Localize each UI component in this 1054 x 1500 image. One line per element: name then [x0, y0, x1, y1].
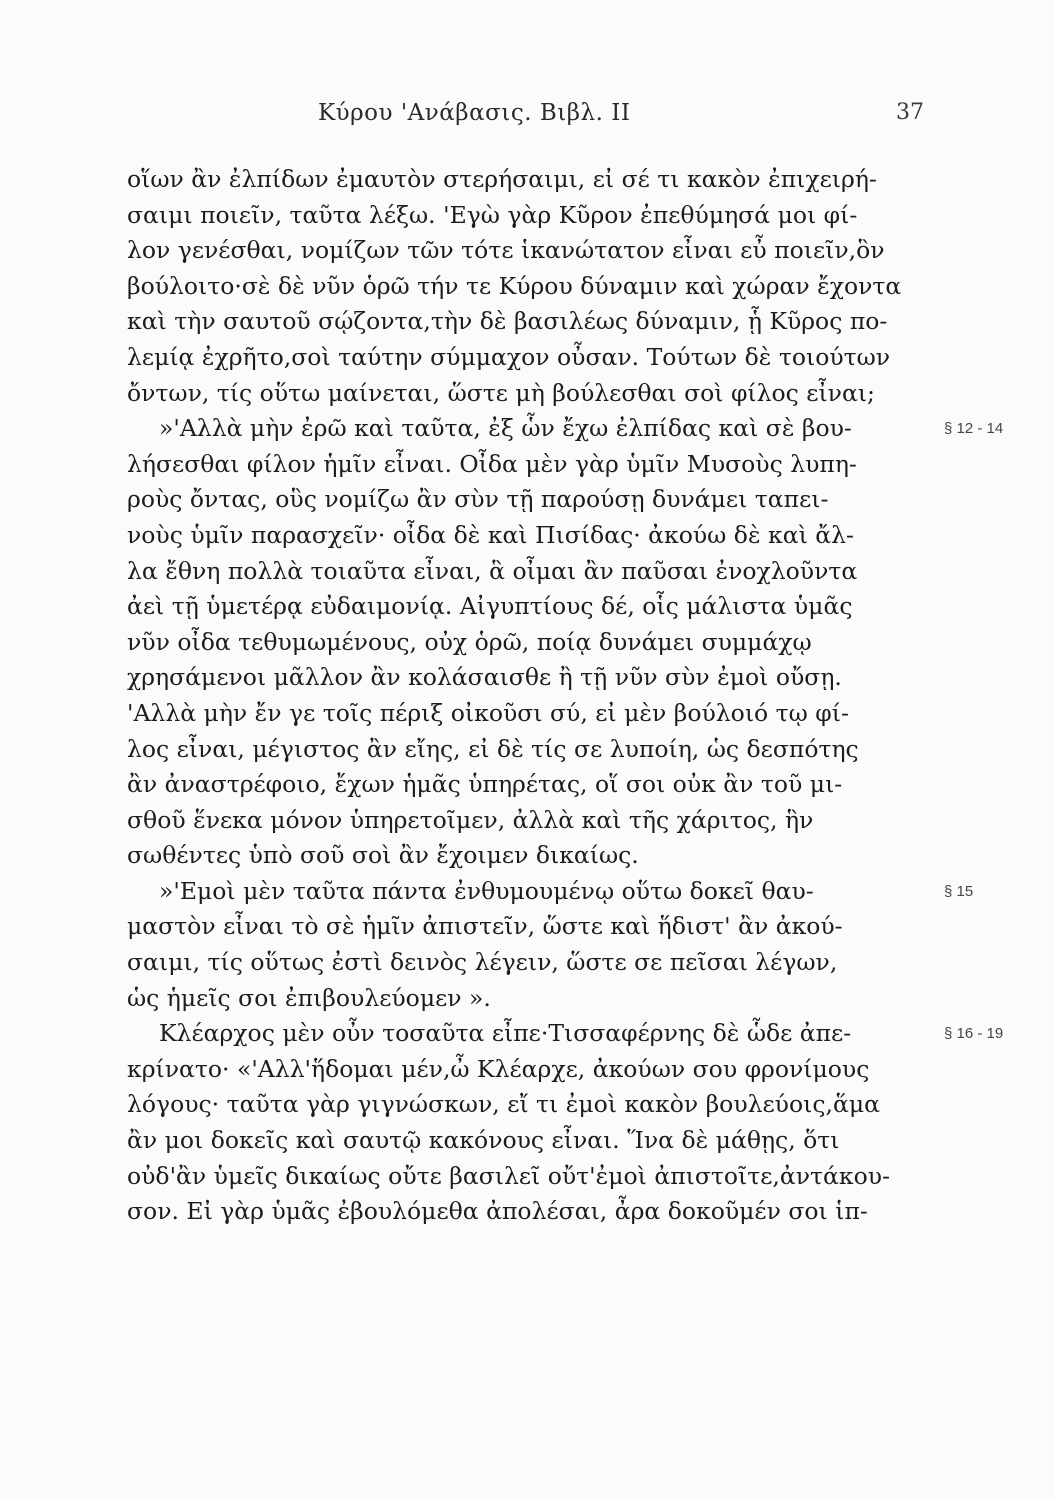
text-line [127, 304, 917, 340]
section-reference: § 16 - 19 [944, 1025, 1004, 1043]
line-text: σον. Εἰ γὰρ ὑμᾶς ἐβουλόμεθα ἀπολέσαι, ἆρα δοκοῦμέν σοι ἱπ- [127, 1197, 868, 1226]
text-line [127, 625, 917, 661]
line-text: ὡς ἡμεῖς σοι ἐπιβουλεύομεν ». [127, 983, 491, 1012]
line-text: σθοῦ ἕνεκα μόνον ὑπηρετοῖμεν, ἀλλὰ καὶ τῆς χάριτος, ἣν [127, 805, 814, 834]
text-line [127, 1194, 917, 1230]
text-line [127, 732, 917, 768]
line-text: Κλέαρχος μὲν οὖν τοσαῦτα εἶπε·Τισσαφέρνης δὲ ὧδε ἀπε- [159, 1019, 852, 1048]
text-line [127, 1016, 1004, 1052]
line-text: »'Εμοὶ μὲν ταῦτα πάντα ἐνθυμουμένῳ οὕτω δοκεῖ θαυ- [159, 876, 814, 905]
text-line [127, 1087, 917, 1123]
text-line [127, 269, 917, 305]
text-line [127, 233, 917, 269]
text-line [127, 874, 974, 910]
text-line [127, 767, 917, 803]
line-text: σαιμι, τίς οὕτως ἐστὶ δεινὸς λέγειν, ὥστε σε πεῖσαι λέγων, [127, 948, 838, 977]
line-text: ὄντων, τίς οὕτω μαίνεται, ὥστε μὴ βούλεσθαι σοὶ φίλος εἶναι; [127, 378, 875, 407]
text-line [127, 909, 917, 945]
text-line [127, 376, 917, 412]
line-text: λον γενέσθαι, νομίζων τῶν τότε ἱκανώτατον εἶναι εὖ ποιεῖν,ὃν [127, 236, 885, 265]
line-text: ἀεὶ τῇ ὑμετέρᾳ εὐδαιμονίᾳ. Αἰγυπτίους δέ, οἷς μάλιστα ὑμᾶς [127, 592, 853, 621]
line-text: λεμίᾳ ἐχρῆτο,σοὶ ταύτην σύμμαχον οὖσαν. Τούτων δὲ τοιούτων [127, 342, 891, 371]
text-line [127, 1123, 917, 1159]
body-text [127, 162, 1004, 1230]
text-line [127, 1159, 917, 1195]
text-line [127, 340, 917, 376]
text-line [127, 981, 917, 1017]
text-line [127, 482, 917, 518]
line-text: οἵων ἂν ἐλπίδων ἐμαυτὸν στερήσαιμι, εἰ σέ τι κακὸν ἐπιχειρή- [127, 165, 877, 193]
line-text: καὶ τὴν σαυτοῦ σῴζοντα,τὴν δὲ βασιλέως δύναμιν, ᾗ Κῦρος πο- [127, 307, 888, 336]
text-line [127, 945, 917, 981]
line-text: μαστὸν εἶναι τὸ σὲ ἡμῖν ἀπιστεῖν, ὥστε καὶ ἥδιστ' ἂν ἀκού- [127, 912, 843, 941]
line-text: »'Αλλὰ μὴν ἐρῶ καὶ ταῦτα, ἐξ ὧν ἔχω ἐλπίδας καὶ σὲ βου- [159, 414, 852, 443]
text-line [127, 198, 917, 234]
line-text: λήσεσθαι φίλον ἡμῖν εἶναι. Οἶδα μὲν γὰρ ὑμῖν Μυσοὺς λυπη- [127, 449, 857, 478]
line-text: λόγους· ταῦτα γὰρ γιγνώσκων, εἴ τι ἐμοὶ κακὸν βουλεύοις,ἅμα [127, 1090, 880, 1119]
line-text: σαιμι ποιεῖν, ταῦτα λέξω. 'Εγὼ γὰρ Κῦρον ἐπεθύμησά μοι φί- [127, 200, 858, 229]
line-text: βούλοιτο·σὲ δὲ νῦν ὁρῶ τήν τε Κύρου δύναμιν καὶ χώραν ἔχοντα [127, 271, 902, 300]
line-text: νοὺς ὑμῖν παρασχεῖν· οἶδα δὲ καὶ Πισίδας· ἀκούω δὲ καὶ ἄλ- [127, 520, 854, 549]
text-line [127, 696, 917, 732]
section-reference: § 12 - 14 [944, 420, 1004, 438]
page-number: 37 [896, 100, 924, 125]
line-text: λος εἶναι, μέγιστος ἂν εἴης, εἰ δὲ τίς σε λυποίη, ὡς δεσπότης [127, 734, 859, 763]
running-title: Κύρου 'Ανάβασις. Βιβλ. ΙΙ [318, 100, 631, 126]
line-text: 'Αλλὰ μὴν ἔν γε τοῖς πέριξ οἰκοῦσι σύ, εἰ μὲν βούλοιό τῳ φί- [127, 698, 849, 727]
line-text: σωθέντες ὑπὸ σοῦ σοὶ ἂν ἔχοιμεν δικαίως. [127, 841, 639, 870]
text-line [127, 447, 917, 483]
section-reference: § 15 [944, 882, 974, 900]
line-text: ροὺς ὄντας, οὓς νομίζω ἂν σὺν τῇ παρούσῃ δυνάμει ταπει- [127, 485, 829, 514]
line-text: οὐδ'ἂν ὑμεῖς δικαίως οὔτε βασιλεῖ οὔτ'ἐμοὶ ἀπιστοῖτε,ἀντάκου- [127, 1161, 890, 1190]
line-text: χρησάμενοι μᾶλλον ἂν κολάσαισθε ἢ τῇ νῦν σὺν ἐμοὶ οὔσῃ. [127, 663, 842, 692]
line-text: ἂν ἀναστρέφοιο, ἔχων ἡμᾶς ὑπηρέτας, οἵ σοι οὐκ ἂν τοῦ μι- [127, 770, 843, 799]
line-text: λα ἔθνη πολλὰ τοιαῦτα εἶναι, ἃ οἶμαι ἂν παῦσαι ἐνοχλοῦντα [127, 556, 858, 585]
line-text: νῦν οἶδα τεθυμωμένους, οὐχ ὁρῶ, ποίᾳ δυνάμει συμμάχῳ [127, 627, 812, 656]
text-line [127, 660, 917, 696]
text-line [127, 1052, 917, 1088]
text-line [127, 162, 917, 198]
line-text: ἂν μοι δοκεῖς καὶ σαυτῷ κακόνους εἶναι. Ἵνα δὲ μάθῃς, ὅτι [127, 1126, 840, 1155]
text-line [127, 518, 917, 554]
line-text: κρίνατο· «'Αλλ'ἥδομαι μέν,ὦ Κλέαρχε, ἀκούων σου φρονίμους [127, 1054, 870, 1083]
page-header [0, 100, 1054, 140]
text-line [127, 803, 917, 839]
text-line [127, 554, 917, 590]
text-line [127, 589, 917, 625]
text-line [127, 838, 917, 874]
text-line [127, 411, 1004, 447]
